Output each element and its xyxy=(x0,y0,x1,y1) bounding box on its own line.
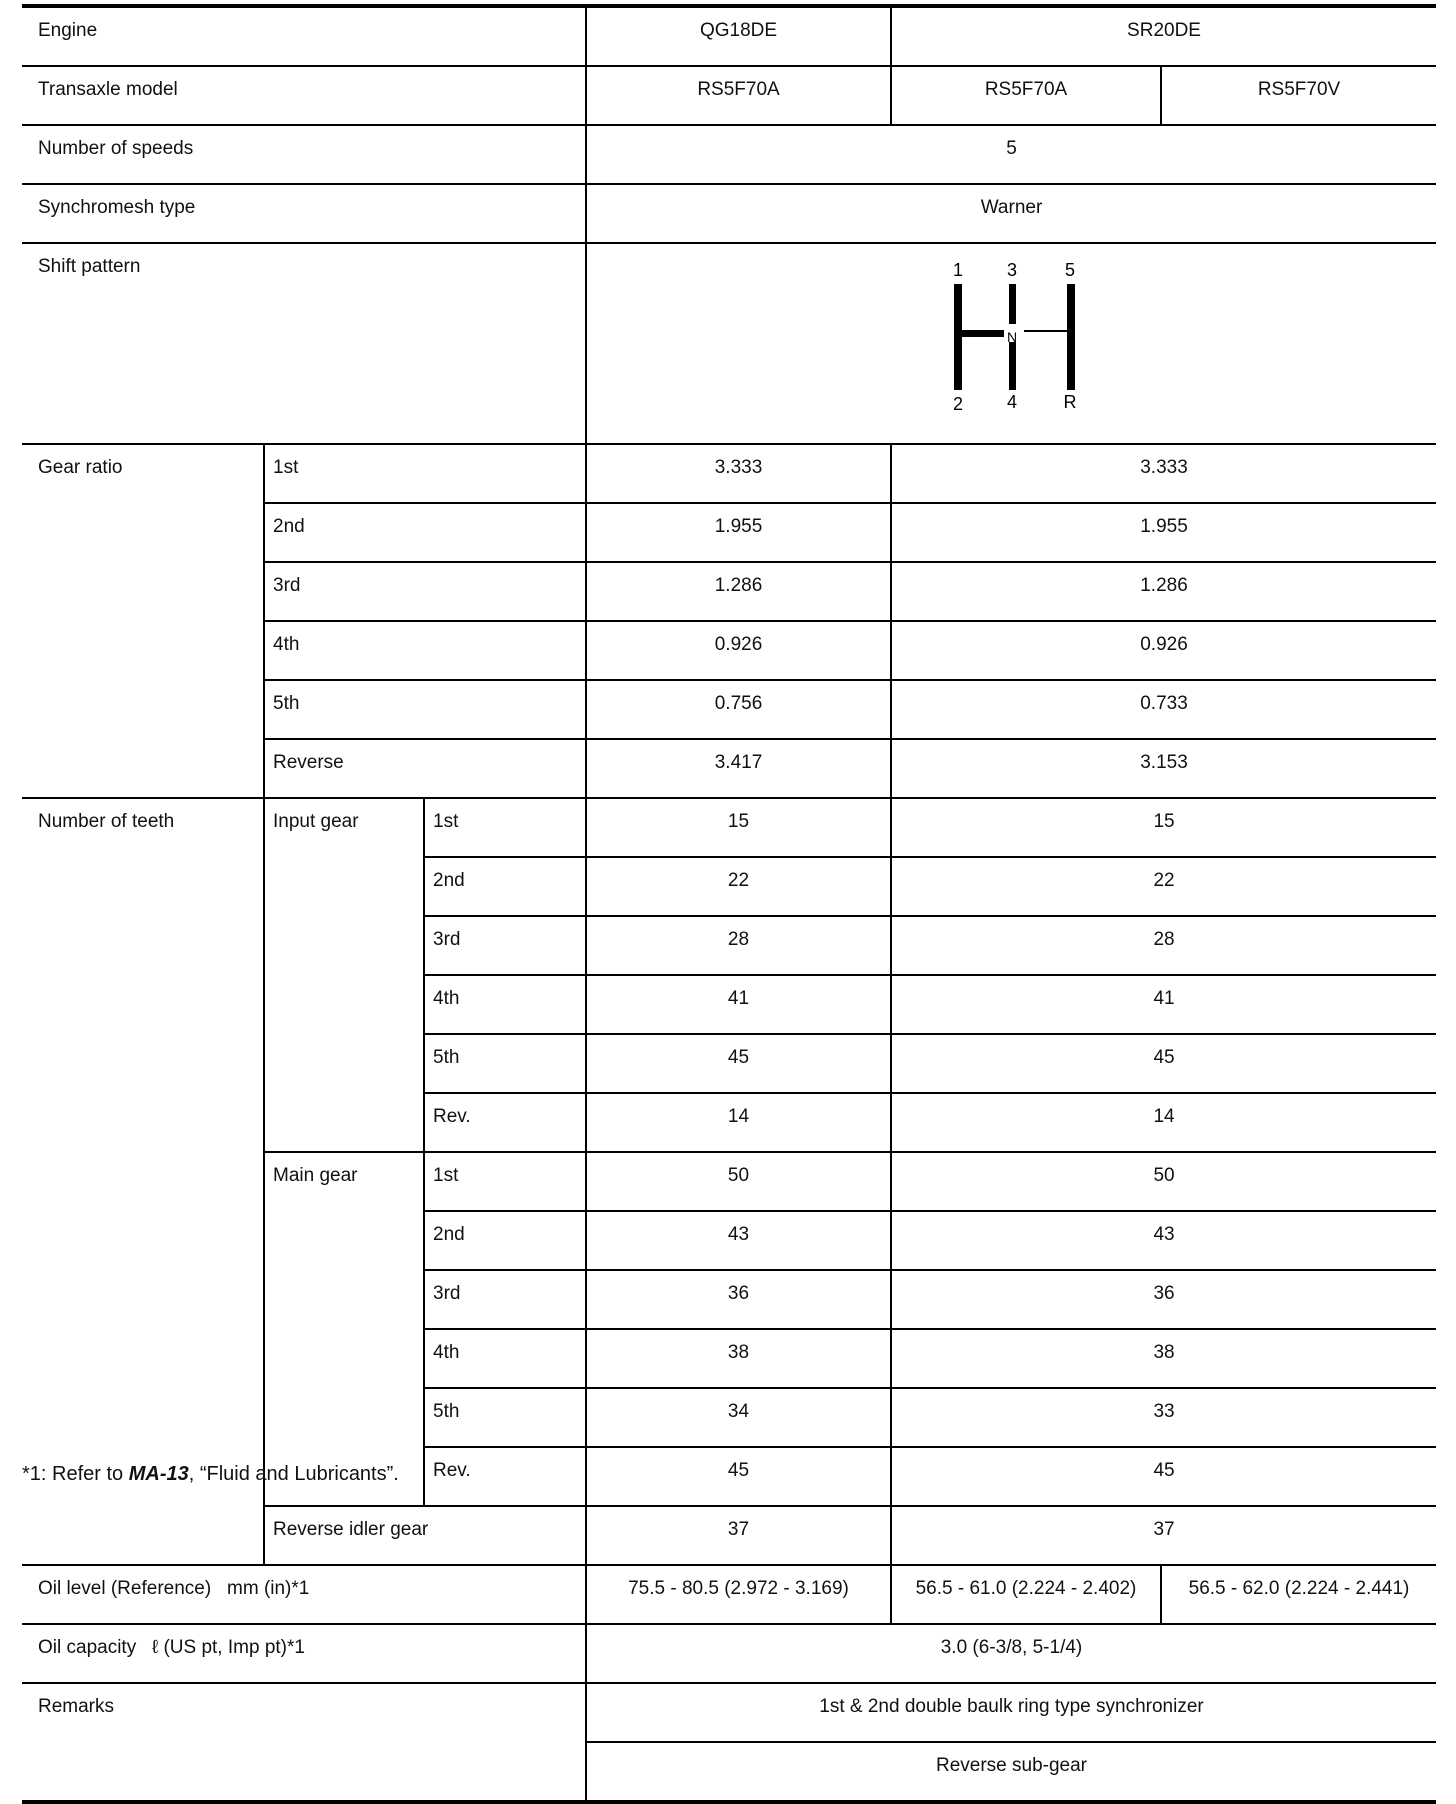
footnote xyxy=(22,1463,399,1486)
gear-ratio-sr: 1.955 xyxy=(891,503,1436,562)
teeth-qg: 45 xyxy=(586,1447,891,1506)
remarks-label: Remarks xyxy=(22,1683,586,1802)
shift-crossbar-left xyxy=(962,330,1004,337)
teeth-gear: 2nd xyxy=(424,857,586,916)
shift-gate-left xyxy=(954,284,962,390)
row-oil-level xyxy=(22,1565,1436,1624)
row-remarks-1 xyxy=(22,1683,1436,1742)
shift-label-r: R xyxy=(1063,392,1076,412)
shift-label-5: 5 xyxy=(1064,260,1075,280)
teeth-sr: 45 xyxy=(891,1034,1436,1093)
row-oil-capacity xyxy=(22,1624,1436,1683)
gear-ratio-qg: 0.756 xyxy=(586,680,891,739)
oil-level-sr-a: 56.5 - 61.0 (2.224 - 2.402) xyxy=(891,1565,1161,1624)
teeth-label: Number of teeth xyxy=(22,798,264,1565)
teeth-gear: 1st xyxy=(424,1152,586,1211)
gear-ratio-gear: 1st xyxy=(264,444,586,503)
shift-gate-middle-top xyxy=(1009,284,1016,324)
shift-crossbar-right xyxy=(1024,330,1067,332)
oil-level-sr-v: 56.5 - 62.0 (2.224 - 2.441) xyxy=(1161,1565,1436,1624)
teeth-gear: 1st xyxy=(424,798,586,857)
gear-ratio-qg: 1.286 xyxy=(586,562,891,621)
main-gear-label: Main gear xyxy=(264,1152,424,1506)
shift-pattern-diagram xyxy=(932,254,1092,414)
teeth-gear: 3rd xyxy=(424,916,586,975)
shift-pattern-cell xyxy=(586,243,1436,444)
gear-ratio-gear: Reverse xyxy=(264,739,586,798)
shift-gate-middle-bottom xyxy=(1009,342,1016,390)
gear-ratio-qg: 1.955 xyxy=(586,503,891,562)
shift-label-3: 3 xyxy=(1006,260,1017,280)
teeth-gear: 4th xyxy=(424,1329,586,1388)
shift-label-2: 2 xyxy=(952,394,963,414)
transaxle-model-3: RS5F70V xyxy=(1161,66,1436,125)
remarks-line-2: Reverse sub-gear xyxy=(935,1755,1088,1776)
engine-qg18de: QG18DE xyxy=(586,6,891,66)
teeth-qg: 34 xyxy=(586,1388,891,1447)
teeth-qg: 43 xyxy=(586,1211,891,1270)
gear-ratio-sr: 3.333 xyxy=(891,444,1436,503)
oil-level-qg: 75.5 - 80.5 (2.972 - 3.169) xyxy=(586,1565,891,1624)
engine-label: Engine xyxy=(22,6,586,66)
shift-label-1: 1 xyxy=(952,260,963,280)
teeth-sr: 33 xyxy=(891,1388,1436,1447)
reverse-idler-qg: 37 xyxy=(586,1506,891,1565)
footnote-suffix: , “Fluid and Lubricants”. xyxy=(188,1463,399,1485)
shift-label-neutral: N xyxy=(1006,329,1017,345)
gear-ratio-sr: 0.926 xyxy=(891,621,1436,680)
row-speeds xyxy=(22,125,1436,184)
row-transaxle xyxy=(22,66,1436,125)
shift-gate-right xyxy=(1067,284,1075,390)
teeth-sr: 28 xyxy=(891,916,1436,975)
gear-ratio-gear: 4th xyxy=(264,621,586,680)
teeth-sr: 14 xyxy=(891,1093,1436,1152)
transaxle-model-2: RS5F70A xyxy=(891,66,1161,125)
teeth-gear: Rev. xyxy=(424,1447,586,1506)
teeth-gear: 2nd xyxy=(424,1211,586,1270)
oil-level-label: Oil level (Reference) mm (in)*1 xyxy=(22,1565,586,1624)
teeth-qg: 45 xyxy=(586,1034,891,1093)
reverse-idler-label: Reverse idler gear xyxy=(264,1506,586,1565)
speeds-label: Number of speeds xyxy=(22,125,586,184)
teeth-gear: 4th xyxy=(424,975,586,1034)
input-gear-label: Input gear xyxy=(264,798,424,1152)
engine-sr20de: SR20DE xyxy=(891,6,1436,66)
synchromesh-value: Warner xyxy=(586,184,1436,243)
teeth-sr: 45 xyxy=(891,1447,1436,1506)
teeth-sr: 43 xyxy=(891,1211,1436,1270)
row-synchromesh xyxy=(22,184,1436,243)
oil-capacity-value: 3.0 (6-3/8, 5-1/4) xyxy=(586,1624,1436,1683)
teeth-sr: 50 xyxy=(891,1152,1436,1211)
gear-ratio-gear: 5th xyxy=(264,680,586,739)
teeth-gear: 3rd xyxy=(424,1270,586,1329)
gear-ratio-sr: 0.733 xyxy=(891,680,1436,739)
row-engine xyxy=(22,6,1436,66)
row-teeth-input-1st xyxy=(22,798,1436,857)
row-shift-pattern xyxy=(22,243,1436,444)
gear-ratio-gear: 3rd xyxy=(264,562,586,621)
teeth-qg: 36 xyxy=(586,1270,891,1329)
speeds-value: 5 xyxy=(586,125,1436,184)
gear-ratio-label: Gear ratio xyxy=(22,444,264,798)
transaxle-spec-table xyxy=(22,4,1436,1804)
teeth-qg: 28 xyxy=(586,916,891,975)
row-gear-ratio-1st xyxy=(22,444,1436,503)
gear-ratio-qg: 3.417 xyxy=(586,739,891,798)
gear-ratio-qg: 3.333 xyxy=(586,444,891,503)
gear-ratio-gear: 2nd xyxy=(264,503,586,562)
synchromesh-label: Synchromesh type xyxy=(22,184,586,243)
shift-label-4: 4 xyxy=(1006,392,1017,412)
gear-ratio-qg: 0.926 xyxy=(586,621,891,680)
teeth-gear: 5th xyxy=(424,1388,586,1447)
teeth-gear: Rev. xyxy=(424,1093,586,1152)
teeth-sr: 36 xyxy=(891,1270,1436,1329)
footnote-ref: MA-13 xyxy=(128,1463,189,1485)
teeth-qg: 22 xyxy=(586,857,891,916)
remarks-line-1: 1st & 2nd double baulk ring type synchronizer xyxy=(586,1683,1436,1742)
transaxle-label: Transaxle model xyxy=(22,66,586,125)
teeth-sr: 22 xyxy=(891,857,1436,916)
reverse-idler-sr: 37 xyxy=(891,1506,1436,1565)
teeth-qg: 15 xyxy=(586,798,891,857)
teeth-sr: 41 xyxy=(891,975,1436,1034)
oil-capacity-label: Oil capacity ℓ (US pt, Imp pt)*1 xyxy=(22,1624,586,1683)
gear-ratio-sr: 1.286 xyxy=(891,562,1436,621)
teeth-qg: 14 xyxy=(586,1093,891,1152)
spec-table-wrapper xyxy=(22,4,1436,1804)
teeth-gear: 5th xyxy=(424,1034,586,1093)
shift-pattern-label: Shift pattern xyxy=(22,243,586,444)
teeth-sr: 38 xyxy=(891,1329,1436,1388)
teeth-sr: 15 xyxy=(891,798,1436,857)
teeth-qg: 41 xyxy=(586,975,891,1034)
transaxle-model-1: RS5F70A xyxy=(586,66,891,125)
gear-ratio-sr: 3.153 xyxy=(891,739,1436,798)
teeth-qg: 38 xyxy=(586,1329,891,1388)
footnote-prefix: *1: Refer to xyxy=(22,1463,129,1485)
teeth-qg: 50 xyxy=(586,1152,891,1211)
